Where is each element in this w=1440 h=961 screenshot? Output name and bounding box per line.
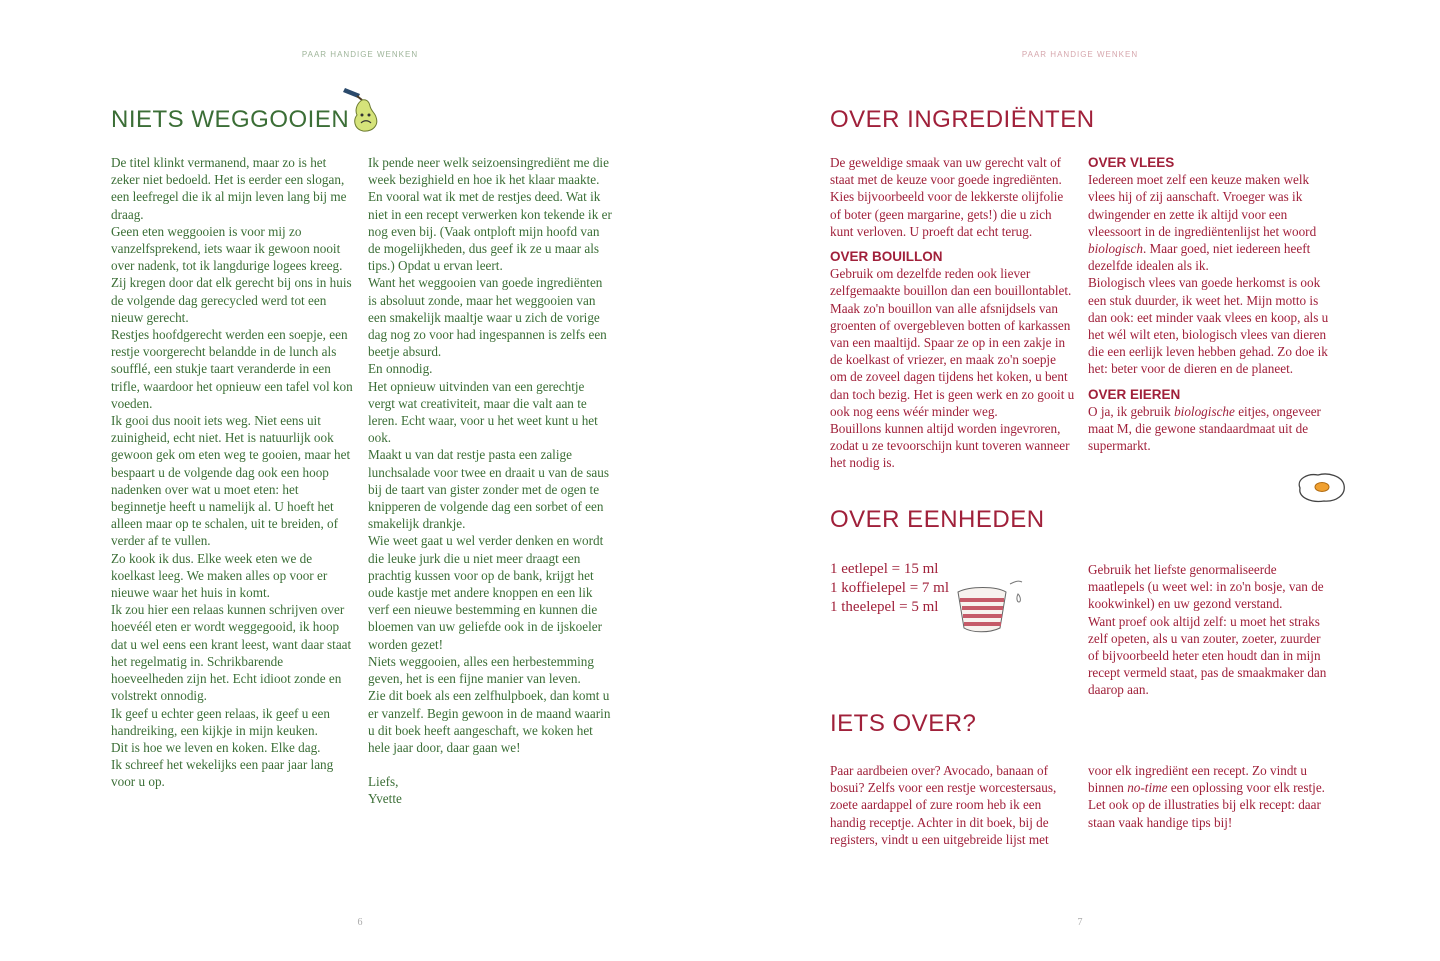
text-run: een oplossing voor elk restje. Let ook op de illustraties bij elk recept: daar staan vaak handige tips bij! — [1088, 780, 1325, 830]
page-number: 6 — [357, 917, 363, 928]
measures-list — [830, 560, 949, 617]
paragraph: Ik pende neer welk seizoensingrediënt me die week bezighield en hoe ik het klaar maakte. En vooral wat ik met de restjes deed. Wat ik niet in een recept verwerken kon tekende ik er nog even bij. (Vaak ontploft mijn hoofd van de mogelijkheden, dus geef ik ze u maar als tips.) Opdat u ervan leert. — [368, 155, 612, 274]
page-number: 7 — [1077, 917, 1083, 928]
paragraph: Gebruik het liefste genormaliseerde maatlepels (u weet wel: in zo'n bosje, van de kookwinkel) en uw gezond verstand. — [1088, 562, 1324, 612]
pear-illustration-icon — [340, 84, 386, 134]
measure-item: 1 eetlepel = 15 ml — [830, 561, 939, 577]
subheading-meat: OVER VLEES — [1088, 155, 1175, 170]
paragraph: Bouillons kunnen altijd worden ingevroren, zodat u ze tevoorschijn kunt toveren wanneer het nodig is. — [830, 421, 1070, 471]
leftover-column-1 — [830, 762, 1075, 848]
left-column-1 — [111, 154, 356, 791]
paragraph: Dit is hoe we leven en koken. Elke dag. — [111, 739, 321, 755]
leftover-column-2 — [1088, 762, 1333, 831]
paragraph: Zij kregen door dat elk gerecht bij ons in huis de volgende dag gerecycled werd tot een nieuw gerecht. — [111, 275, 352, 325]
paragraph: Maakt u van dat restje pasta een zalige lunchsalade voor twee en draait u van de saus bij de taart van gister zonder met de ogen te knipperen de volgende dag een sorbet of een smakelijk drankje. — [368, 447, 609, 532]
measure-item: 1 koffielepel = 7 ml — [830, 580, 949, 596]
ingredients-column-2 — [1088, 154, 1333, 454]
paragraph: De titel klinkt vermanend, maar zo is het zeker niet bedoeld. Het is eerder een slogan, een leefregel die ik al mijn leven lang bij me draag. — [111, 155, 347, 222]
paragraph — [1088, 403, 1333, 455]
fried-egg-illustration-icon — [1294, 470, 1348, 506]
emphasis: biologische — [1174, 403, 1235, 419]
paragraph: En onnodig. — [368, 361, 433, 377]
paragraph: Want het weggooien van goede ingrediënten is absoluut zonde, maar het weggooien van een smakelijk maaltje waar u zich de vorige dag nog zo voor had ingespannen is zelfs een beetje absurd. — [368, 275, 607, 360]
paragraph: Niets weggooien, alles een herbestemming geven, het is een fijne manier van leven. — [368, 653, 594, 687]
text-run: . Maar goed, niet iedereen heeft dezelfde idealen als ik. — [1088, 241, 1311, 274]
paragraph: Wie weet gaat u wel verder denken en wordt die leuke jurk die u niet meer draagt een prachtig kussen voor op de bank, krijgt het oude kastje met andere knoppen en een lik verf een nieuwe bestemming en kunnen die bloemen van uw geliefde ook in de ijskoeler worden gezet! — [368, 533, 604, 652]
paragraph: Paar aardbeien over? Avocado, banaan of bosui? Zelfs voor een restje worcestersaus, zoete aardappel of zure room heb ik een handig receptje. Achter in dit boek, bij de registers, vindt u een uitgebreide lijst met — [830, 763, 1057, 847]
measuring-cup-illustration-icon — [952, 578, 1032, 638]
emphasis: no-time — [1127, 780, 1168, 796]
paragraph: De geweldige smaak van uw gerecht valt of staat met de keuze voor goede ingrediënten. Kies bijvoorbeeld voor de lekkerste olijfolie of boter (geen margarine, gets!) die u zich kunt verloven. U proeft dat echt terug. — [830, 155, 1064, 239]
paragraph: Ik schreef het wekelijks een paar jaar lang voor u op. — [111, 757, 334, 790]
section-title-ingredients: OVER INGREDIËNTEN — [830, 106, 1095, 133]
paragraph: Ik geef u echter geen relaas, ik geef u een handreiking, een kijkje in mijn keuken. — [111, 705, 330, 738]
paragraph: Biologisch vlees van goede herkomst is ook een stuk duurder, ik weet het. Mijn motto is dan ook: eet minder vaak vlees en koop, als u het wél wilt eten, biologisch vlees van dieren die een eerlijk leven hebben gehad. Zo doe ik het: beter voor de dieren en de planeet. — [1088, 275, 1329, 377]
paragraph: Restjes hoofdgerecht werden een soepje, een restje voorgerecht belandde in de lunch als soufflé, een stukje taart veranderde in een trifle, waardoor het opnieuw een tafel vol kon voeden. — [111, 327, 353, 411]
paragraph: Gebruik om dezelfde reden ook liever zelfgemaakte bouillon dan een bouillontablet. Maak zo'n bouillon van alle afsnijdsels van groenten of overgebleven botten of karkassen van een maaltijd. Spaar ze op in een zakje in de koelkast of vriezer, en maak zo'n soepje om de zoveel dagen tijdens het koken, u bent dan toch bezig. Het is geen werk en zo gooit u ook nog eens wéér minder weg. — [830, 266, 1075, 419]
paragraph: Ik zou hier een relaas kunnen schrijven over hoevéél eten er wordt weggegooid, ik hoop dat u wel eens een krant leest, want daar staat het regelmatig in. Schrikbarende hoeveelheden zijn het. Echt idioot zonde en volstrekt onnodig. — [111, 602, 352, 704]
measure-item: 1 theelepel = 5 ml — [830, 599, 939, 615]
text-run: Iedereen moet zelf een keuze maken welk vlees hij of zij aanschaft. Vroeger was ik dwingender en zette ik altijd voor een vleessoort in de ingrediëntenlijst het woord — [1088, 172, 1317, 239]
paragraph: Ik gooi dus nooit iets weg. Niet eens uit zuinigheid, echt niet. Het is natuurlijk ook gewoon gek om eten weg te gooien, maar het bespaart u de volgende dag ook een hoop nadenken over wat u moet eten: het beginnetje heeft u namelijk al. U hoeft het alleen maar op te schalen, uit te breiden, of verder af te vullen. — [111, 413, 351, 549]
subheading-bouillon: OVER BOUILLON — [830, 249, 943, 265]
paragraph: Geen eten weggooien is voor mij zo vanzelfsprekend, iets waar ik gewoon nooit over nadenk, tot ik langdurige logees kreeg. — [111, 223, 343, 274]
left-column-2 — [368, 154, 613, 808]
paragraph — [1088, 171, 1333, 274]
units-column-2 — [1088, 561, 1333, 699]
ingredients-column-1 — [830, 154, 1075, 472]
paragraph: Het opnieuw uitvinden van een gerechtje vergt wat creativiteit, maar die valt aan te leren. Echt waar, voor u het weet kunt u het ook. — [368, 378, 598, 446]
section-title-leftover: IETS OVER? — [830, 710, 977, 737]
paragraph: Zo kook ik dus. Elke week eten we de koelkast leeg. We maken alles op voor er nieuwe waar het huis in komt. — [111, 550, 328, 601]
text-run: eitjes, ongeveer maat M, die gewone standaardmaat uit de supermarkt. — [1088, 403, 1321, 454]
text-run: voor elk ingrediënt een recept. Zo vindt u binnen — [1088, 763, 1307, 796]
paragraph: Want proef ook altijd zelf: u moet het straks zelf opeten, als u van zouter, zoeter, zuurder of bijvoorbeeld heter eten houdt dan in mijn recept vermeld staat, pas de smaakmaker dan daarop aan. — [1088, 613, 1327, 698]
running-head: PAAR HANDIGE WENKEN — [301, 50, 419, 59]
running-head: PAAR HANDIGE WENKEN — [1021, 50, 1139, 59]
paragraph: Zie dit boek als een zelfhulpboek, dan komt u er vanzelf. Begin gewoon in de maand waarin u dit boek heeft aangeschaft, we koken het hele jaar door, daar gaan we! — [368, 688, 611, 755]
sign-off: Liefs, — [368, 774, 399, 790]
page-title: NIETS WEGGOOIEN — [111, 106, 350, 133]
emphasis: biologisch — [1088, 241, 1143, 257]
subheading-eggs: OVER EIEREN — [1088, 386, 1181, 402]
paragraph — [1088, 762, 1333, 831]
text-run: O ja, ik gebruik — [1088, 403, 1171, 419]
section-title-units: OVER EENHEDEN — [830, 506, 1045, 533]
signature: Yvette — [368, 791, 402, 807]
